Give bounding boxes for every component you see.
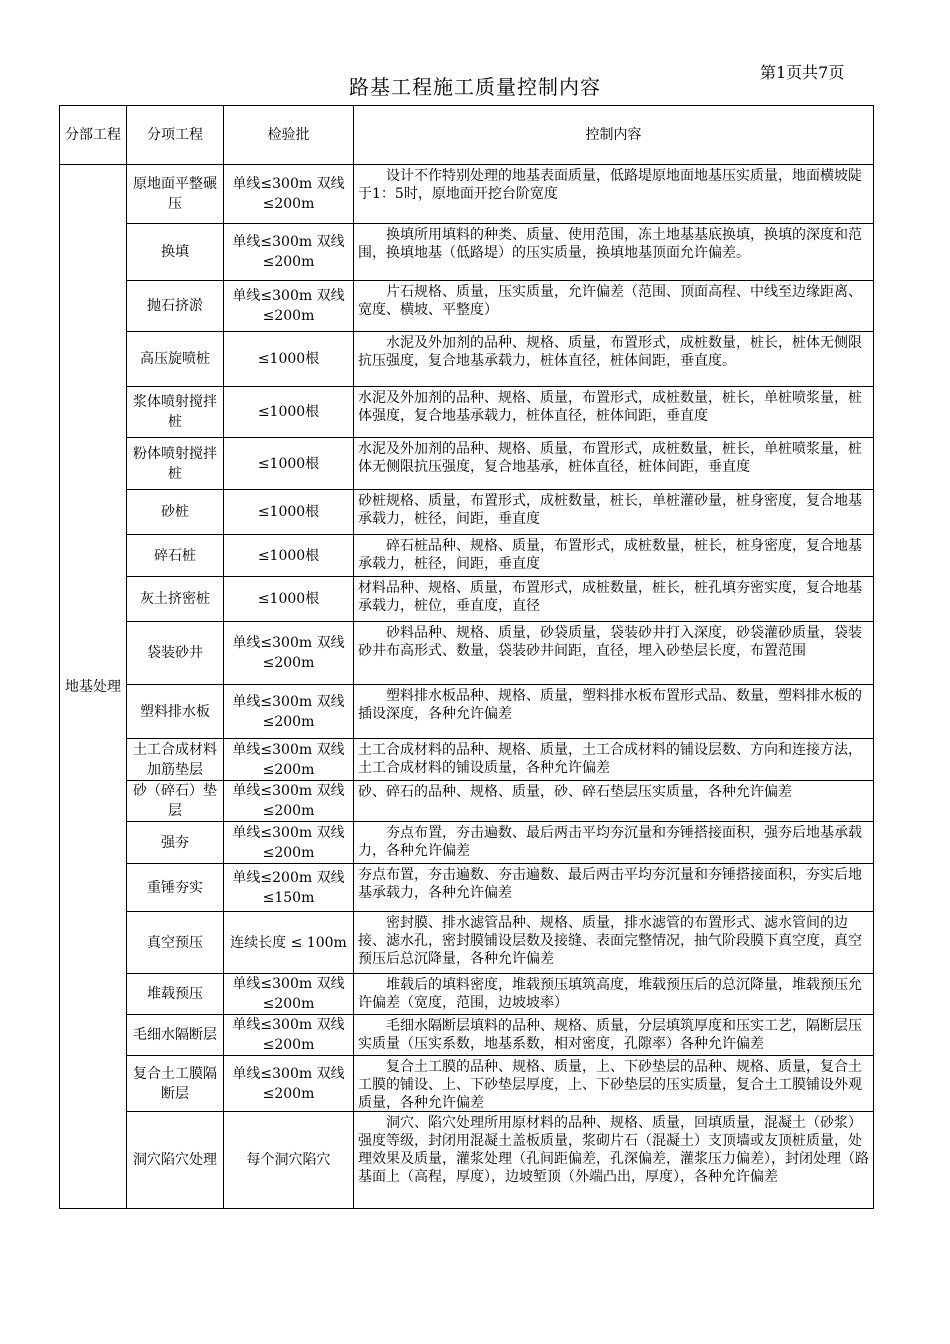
item-cell: 重锤夯实: [127, 864, 224, 912]
division-cell: 地基处理: [60, 165, 127, 1209]
content-cell: 水泥及外加剂的品种、规格、质量，布置形式，成桩数量，桩长，单桩喷浆量，桩体无侧限抗压强度，复合地基承，桩体直径，桩体间距，垂直度: [358, 441, 862, 475]
table-row: [60, 577, 874, 622]
item-cell: 灰土挤密桩: [127, 577, 224, 622]
table-header-row: [60, 106, 874, 165]
item-cell: 毛细水隔断层: [127, 1015, 224, 1056]
content-cell: 片石规格、质量，压实质量，允许偏差（范围、顶面高程、中线至边缘距离、宽度、横坡、平整度）: [358, 284, 862, 318]
content-cell: 密封膜、排水滤管品种、规格、质量，排水滤管的布置形式、滤水管间的边接、滤水孔，密封膜铺设层数及接缝、表面完整情况，抽气阶段膜下真空度，真空预压后总沉降量，各种允许偏差: [358, 915, 862, 967]
item-cell: 复合土工膜隔断层: [127, 1056, 224, 1112]
item-cell: 碎石桩: [127, 535, 224, 577]
quality-control-table: [59, 105, 874, 1209]
column-header-batch: 检验批: [224, 106, 354, 165]
content-cell: 碎石桩品种、规格、质量，布置形式，成桩数量，桩长，桩身密度，复合地基承载力，桩径，间距，垂直度: [358, 538, 862, 572]
content-cell: 设计不作特别处理的地基表面质量，低路堤原地面地基压实质量，地面横坡陡于1：5时，原地面开挖台阶宽度: [358, 168, 862, 202]
table-row: [60, 685, 874, 739]
item-cell: 砂桩: [127, 490, 224, 535]
table-row: [60, 281, 874, 332]
table-row: [60, 974, 874, 1015]
batch-cell: ≤1000根: [224, 387, 354, 438]
content-cell: 塑料排水板品种、规格、质量，塑料排水板布置形式品、数量，塑料排水板的插设深度，各种允许偏差: [358, 688, 862, 722]
item-cell: 换填: [127, 224, 224, 281]
table-row: [60, 912, 874, 974]
table-row: [60, 438, 874, 490]
item-cell: 原地面平整碾压: [127, 165, 224, 224]
table-row: [60, 165, 874, 224]
batch-cell: 单线≤200m 双线≤150m: [224, 864, 354, 912]
content-cell: 土工合成材料的品种、规格、质量，土工合成材料的铺设层数、方向和连接方法，土工合成材料的铺设质量，各种允许偏差: [358, 742, 862, 776]
table-row: [60, 739, 874, 781]
batch-cell: ≤1000根: [224, 438, 354, 490]
content-cell: 水泥及外加剂的品种、规格、质量，布置形式，成桩数量，桩长，桩体无侧限抗压强度，复合地基承载力，桩体直径，桩体间距，垂直度。: [358, 335, 862, 369]
table-row: [60, 1015, 874, 1056]
batch-cell: 单线≤300m 双线≤200m: [224, 781, 354, 822]
table-row: [60, 387, 874, 438]
table-row: [60, 864, 874, 912]
batch-cell: ≤1000根: [224, 490, 354, 535]
column-header-item: 分项工程: [127, 106, 224, 165]
content-cell: 复合土工膜的品种、规格、质量，上、下砂垫层的品种、规格、质量，复合土工膜的铺设、上、下砂垫层厚度，上、下砂垫层的压实质量，复合土工膜铺设外观质量，各种允许偏差: [358, 1059, 862, 1111]
table-row: [60, 781, 874, 822]
item-cell: 袋装砂井: [127, 622, 224, 685]
batch-cell: 单线≤300m 双线≤200m: [224, 1056, 354, 1112]
content-cell: 水泥及外加剂的品种、规格、质量，布置形式，成桩数量，桩长，单桩喷浆量，桩体强度，复合地基承载力，桩体直径，桩体间距，垂直度: [358, 390, 862, 424]
batch-cell: ≤1000根: [224, 535, 354, 577]
item-cell: 真空预压: [127, 912, 224, 974]
content-cell: 砂料品种、规格、质量，砂袋质量，袋装砂井打入深度，砂袋灌砂质量，袋装砂井布高形式、数量，袋装砂井间距，直径，埋入砂垫层长度，布置范围: [358, 625, 862, 659]
column-header-division: 分部工程: [60, 106, 127, 165]
batch-cell: 单线≤300m 双线≤200m: [224, 1015, 354, 1056]
table-row: [60, 622, 874, 685]
content-cell: 换填所用填料的种类、质量、使用范围，冻土地基基底换填，换填的深度和范围，换填地基（低路堤）的压实质量，换填地基顶面允许偏差。: [358, 227, 862, 261]
table-row: [60, 535, 874, 577]
item-cell: 土工合成材料加筋垫层: [127, 739, 224, 781]
table-row: [60, 1056, 874, 1112]
content-cell: 砂桩规格、质量，布置形式，成桩数量，桩长，单桩灌砂量，桩身密度，复合地基承载力，桩径，间距，垂直度: [358, 493, 862, 527]
item-cell: 堆载预压: [127, 974, 224, 1015]
page-number: 第1页共7页: [760, 63, 845, 82]
item-cell: 浆体喷射搅拌桩: [127, 387, 224, 438]
batch-cell: 单线≤300m 双线≤200m: [224, 685, 354, 739]
page-title: 路基工程施工质量控制内容: [349, 75, 601, 99]
batch-cell: ≤1000根: [224, 577, 354, 622]
batch-cell: 单线≤300m 双线≤200m: [224, 165, 354, 224]
table-row: [60, 822, 874, 864]
item-cell: 洞穴陷穴处理: [127, 1112, 224, 1209]
content-cell: 洞穴、陷穴处理所用原材料的品种、规格、质量，回填质量，混凝土（砂浆）强度等级，封闭用混凝土盖板质量，浆砌片石（混凝土）支顶墙或友顶桩质量，处理效果及质量，灌浆处理（孔间距偏差，孔深偏差，灌浆压力偏差），封闭处理（路基面上（高程，厚度），边坡堑顶（外端凸出，厚度），各种允许偏差: [358, 1115, 869, 1185]
table-row: [60, 490, 874, 535]
content-cell: 夯点布置，夯击遍数、夯击遍数、最后两击平均夯沉量和夯锤搭接面积，夯实后地基承载力，各种允许偏差: [358, 867, 862, 901]
item-cell: 高压旋喷桩: [127, 332, 224, 387]
batch-cell: 单线≤300m 双线≤200m: [224, 622, 354, 685]
item-cell: 强夯: [127, 822, 224, 864]
item-cell: 抛石挤淤: [127, 281, 224, 332]
batch-cell: 连续长度 ≤ 100m: [224, 912, 354, 974]
batch-cell: 单线≤300m 双线≤200m: [224, 974, 354, 1015]
content-cell: 毛细水隔断层填料的品种、规格、质量，分层填筑厚度和压实工艺，隔断层压实质量（压实系数，地基系数，相对密度，孔隙率）各种允许偏差: [358, 1018, 862, 1052]
batch-cell: 单线≤300m 双线≤200m: [224, 739, 354, 781]
content-cell: 砂、碎石的品种、规格、质量，砂、碎石垫层压实质量，各种允许偏差: [358, 784, 792, 800]
item-cell: 砂（碎石）垫层: [127, 781, 224, 822]
batch-cell: ≤1000根: [224, 332, 354, 387]
content-cell: 堆载后的填料密度，堆载预压填筑高度，堆载预压后的总沉降量，堆载预压允许偏差（宽度，范围，边坡坡率）: [358, 977, 862, 1011]
table-row: [60, 1112, 874, 1209]
content-cell: 材料品种、规格、质量，布置形式，成桩数量，桩长，桩孔填夯密实度，复合地基承载力，桩位，垂直度，直径: [358, 580, 862, 614]
content-cell: 夯点布置，夯击遍数、最后两击平均夯沉量和夯锤搭接面积，强夯后地基承载力，各种允许偏差: [358, 825, 862, 859]
batch-cell: 每个洞穴陷穴: [224, 1112, 354, 1209]
item-cell: 粉体喷射搅拌桩: [127, 438, 224, 490]
table-row: [60, 224, 874, 281]
table-row: [60, 332, 874, 387]
batch-cell: 单线≤300m 双线≤200m: [224, 822, 354, 864]
item-cell: 塑料排水板: [127, 685, 224, 739]
batch-cell: 单线≤300m 双线≤200m: [224, 224, 354, 281]
batch-cell: 单线≤300m 双线≤200m: [224, 281, 354, 332]
column-header-content: 控制内容: [354, 106, 874, 165]
